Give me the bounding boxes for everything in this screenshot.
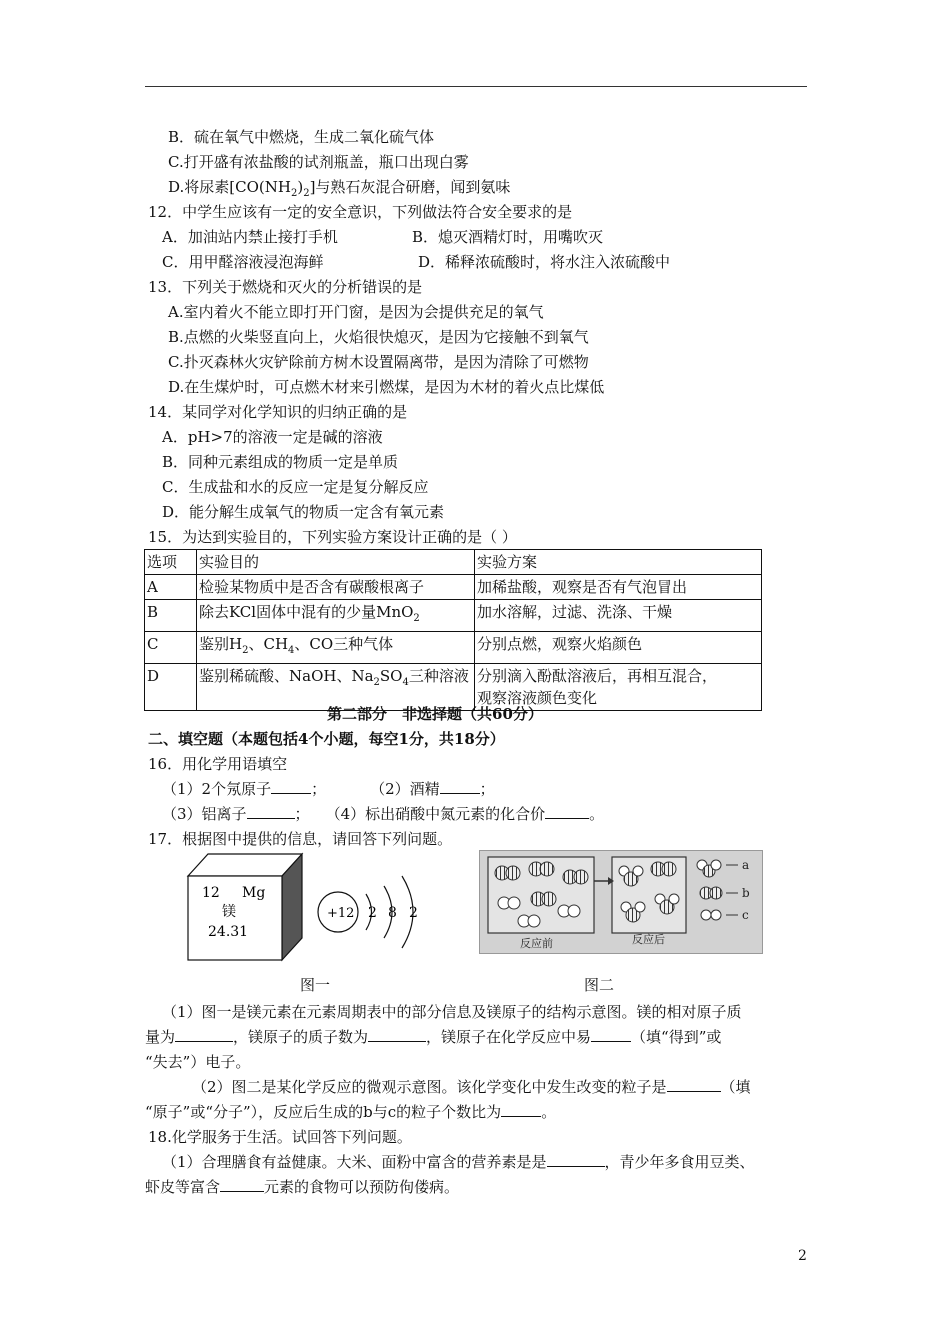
table-cell: 加水溶解，过滤、洗涤、干燥 (475, 600, 762, 632)
table-cell: 鉴别稀硫酸、NaOH、$Na_2SO_4$三种溶液 (197, 664, 475, 711)
after-label: 反应后 (632, 933, 665, 946)
q15-table (144, 549, 762, 711)
answer-blank[interactable] (271, 779, 311, 794)
table-cell: D (145, 664, 197, 711)
q16-line-1: （1）2个氖原子 ； （2）酒精 ； (162, 780, 495, 798)
q12-option-c: C．用甲醛溶液浸泡海鲜 (162, 253, 324, 271)
q11-option-b: B．硫在氧气中燃烧，生成二氧化硫气体 (168, 128, 435, 146)
q17-part1-line3: “失去”）电子。 (145, 1053, 251, 1071)
q12-stem: 12．中学生应该有一定的安全意识，下列做法符合安全要求的是 (148, 203, 573, 221)
answer-blank[interactable] (247, 804, 295, 819)
q17-part2-line1: （2）图二是某化学反应的微观示意图。该化学变化中发生改变的粒子是 （填 (192, 1078, 751, 1096)
q12-option-b: B．熄灭酒精灯时，用嘴吹灭 (412, 228, 604, 246)
table-cell: C (145, 632, 197, 664)
q14-option-d: D．能分解生成氧气的物质一定含有氧元素 (162, 503, 445, 521)
atomic-number: 12 (202, 885, 220, 901)
q16-line-2: （3）铝离子 ； （4）标出硝酸中氮元素的化合价 。 (162, 805, 605, 823)
q14-option-a: A．pH>7的溶液一定是碱的溶液 (162, 428, 383, 446)
q14-stem: 14．某同学对化学知识的归纳正确的是 (148, 403, 408, 421)
figure-one (180, 850, 430, 965)
q12-option-d: D．稀释浓硫酸时，将水注入浓硫酸中 (418, 253, 671, 271)
nucleus-charge: +12 (327, 906, 355, 921)
before-label: 反应前 (520, 937, 553, 950)
q11-option-d: D.将尿素$[CO(NH_2)_2]$与熟石灰混合研磨，闻到氨味 (168, 178, 511, 199)
shell-electron-count: 8 (388, 905, 397, 921)
q13-stem: 13．下列关于燃烧和灭火的分析错误的是 (148, 278, 423, 296)
q14-option-b: B．同种元素组成的物质一定是单质 (162, 453, 399, 471)
answer-blank[interactable] (545, 804, 589, 819)
table-row (145, 600, 762, 632)
shell-electron-count: 2 (409, 905, 418, 921)
page-number: 2 (798, 1248, 807, 1264)
figure-one-caption: 图一 (300, 976, 331, 994)
answer-blank[interactable] (368, 1027, 426, 1042)
q17-part1-line2: 量为 ，镁原子的质子数为 ，镁原子在化学反应中易 （填“得到”或 (145, 1028, 722, 1046)
q13-option-b: B.点燃的火柴竖直向上，火焰很快熄灭，是因为它接触不到氧气 (168, 328, 589, 346)
table-row (145, 575, 762, 600)
q14-option-c: C．生成盐和水的反应一定是复分解反应 (162, 478, 429, 496)
shell-electron-count: 2 (368, 905, 377, 921)
legend-label-a: a (742, 858, 750, 872)
table-cell: 分别滴入酚酞溶液后，再相互混合， 观察溶液颜色变化 (475, 664, 762, 711)
q13-option-c: C.扑灭森林火灾铲除前方树木设置隔离带，是因为清除了可燃物 (168, 353, 589, 371)
legend-label-b: b (742, 886, 750, 900)
q17-stem: 17．根据图中提供的信息，请回答下列问题。 (148, 830, 453, 848)
table-cell: 分别点燃，观察火焰颜色 (475, 632, 762, 664)
reaction-diagram (480, 851, 762, 953)
q17-part1-line1: （1）图一是镁元素在元素周期表中的部分信息及镁原子的结构示意图。镁的相对原子质 (162, 1003, 742, 1021)
answer-blank[interactable] (591, 1027, 631, 1042)
answer-blank[interactable] (220, 1177, 264, 1192)
table-cell: 除去KCl固体中混有的少量MnO$_2$ (197, 600, 475, 632)
header-rule (145, 86, 807, 87)
q13-option-d: D.在生煤炉时，可点燃木材来引燃煤，是因为木材的着火点比煤低 (168, 378, 605, 396)
answer-blank[interactable] (547, 1152, 605, 1167)
legend-label-c: c (742, 908, 749, 922)
q17-part2-line2: “原子”或“分子”），反应后生成的b与c的粒子个数比为 。 (145, 1103, 557, 1121)
q16-stem: 16．用化学用语填空 (148, 755, 288, 773)
q18-part1-line2: 虾皮等富含 元素的食物可以预防佝偻病。 (145, 1178, 460, 1196)
answer-blank[interactable] (175, 1027, 233, 1042)
figure-two (479, 850, 763, 954)
table-cell: 鉴别$H_2$、$CH_4$、CO三种气体 (197, 632, 475, 664)
q15-stem: 15．为达到实验目的，下列实验方案设计正确的是（ ） (148, 528, 517, 546)
q12-option-a: A．加油站内禁止接打手机 (162, 228, 338, 246)
q11-option-c: C.打开盛有浓盐酸的试剂瓶盖，瓶口出现白雾 (168, 153, 469, 171)
answer-blank[interactable] (440, 779, 480, 794)
table-cell: 加稀盐酸，观察是否有气泡冒出 (475, 575, 762, 600)
table-cell: 检验某物质中是否含有碳酸根离子 (197, 575, 475, 600)
q13-option-a: A.室内着火不能立即打开门窗，是因为会提供充足的氧气 (168, 303, 544, 321)
table-row (145, 632, 762, 664)
q18-stem: 18.化学服务于生活。试回答下列问题。 (148, 1128, 412, 1146)
element-symbol: Mg (242, 885, 266, 901)
answer-blank[interactable] (667, 1077, 721, 1092)
figure-two-caption: 图二 (584, 976, 615, 994)
part-two-heading: 第二部分 非选择题（共60分） (327, 705, 543, 723)
table-header: 选项 (145, 550, 197, 575)
section-two-heading: 二、填空题（本题包括4个小题，每空1分，共18分） (148, 730, 505, 748)
element-name: 镁 (222, 904, 236, 920)
legend-molecules (697, 860, 722, 920)
table-row (145, 550, 762, 575)
table-header: 实验目的 (197, 550, 475, 575)
table-header: 实验方案 (475, 550, 762, 575)
table-cell: B (145, 600, 197, 632)
table-cell: A (145, 575, 197, 600)
q18-part1-line1: （1）合理膳食有益健康。大米、面粉中富含的营养素是是 ，青少年多食用豆类、 (162, 1153, 755, 1171)
answer-blank[interactable] (501, 1102, 541, 1117)
atomic-mass: 24.31 (208, 924, 249, 940)
